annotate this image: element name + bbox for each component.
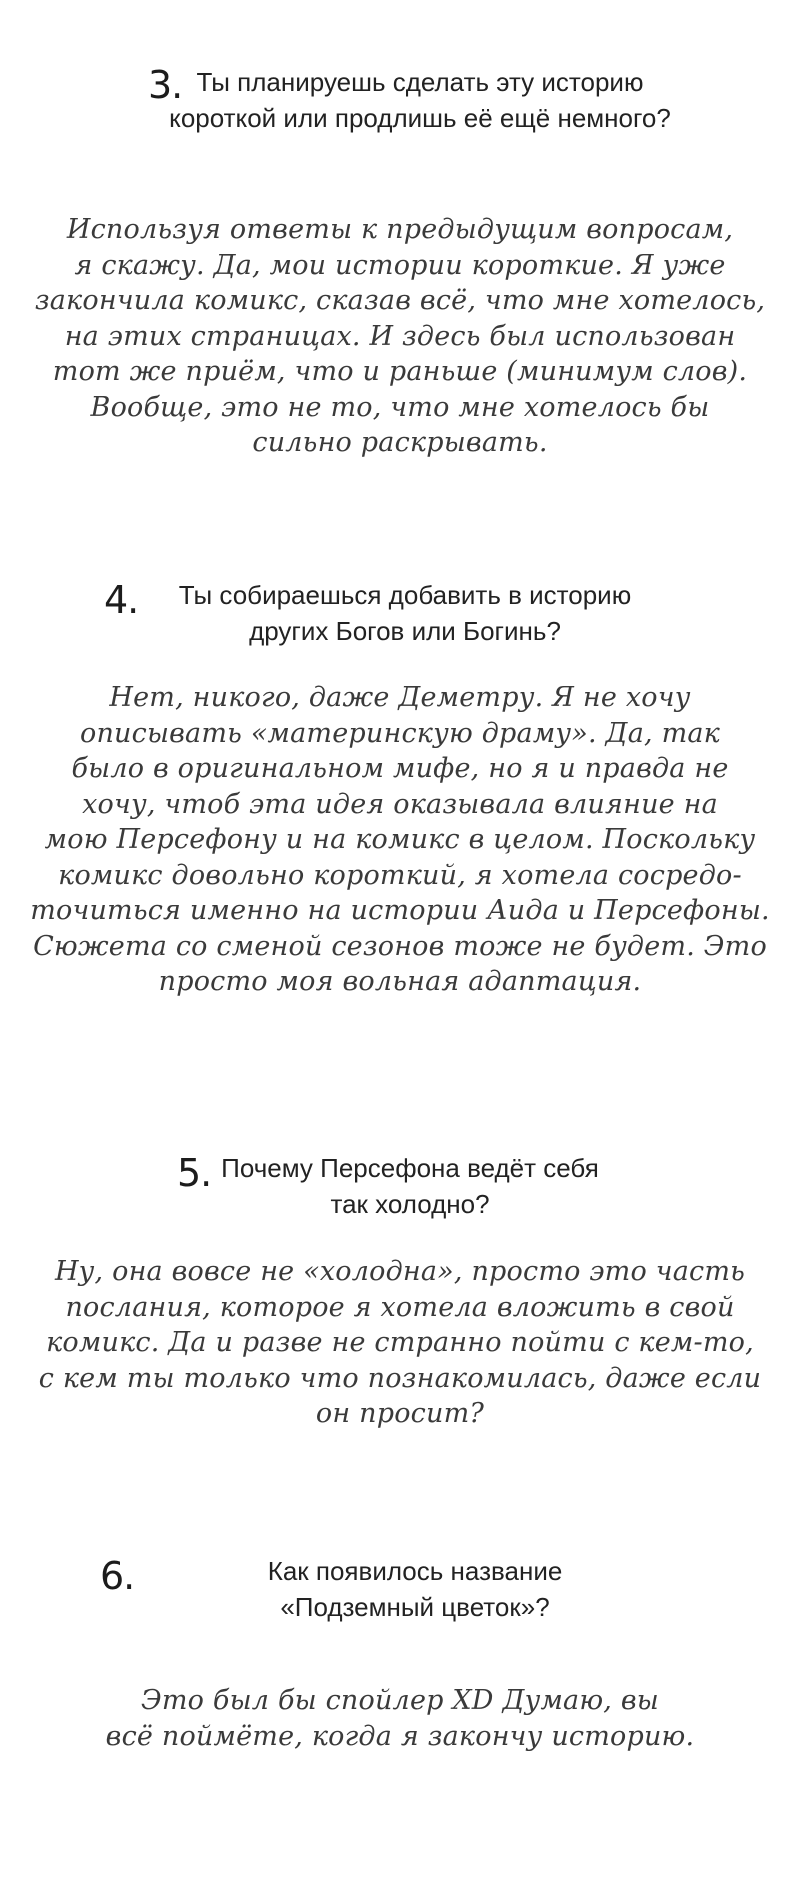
question-number: 6. [100,1554,135,1598]
question-number: 3. [148,63,183,107]
answer-text: Нет, никого, даже Деметру. Я не хочу описывать «материнскую драму». Да, так было в оригинальном мифе, но я и правда не хочу, чтоб эта идея оказывала влияние на мою Персефону и на комикс в целом. Поскольку комикс довольно короткий, я хотела сосредо- точиться именно на истории Аида и Персефоны. Сюжета со сменой сезонов тоже не будет. Это просто моя вольная адаптация. [30,682,770,997]
answer-text: Ну, она вовсе не «холодна», просто это часть послания, которое я хотела вложить в свой комикс. Да и разве не странно пойти с кем-то, с кем ты только что познакомилась, даже если он просит? [38,1256,762,1429]
answer-text: Используя ответы к предыдущим вопросам, я скажу. Да, мои истории короткие. Я уже закончила комикс, сказав всё, что мне хотелось, на этих страницах. И здесь был использован тот же приём, что и раньше (минимум слов). Вообще, это не то, что мне хотелось бы сильно раскрывать. [34,214,766,458]
question-text: Как появилось название «Подземный цветок»? [267,1556,563,1622]
question-text: Почему Персефона ведёт себя так холодно? [221,1153,599,1219]
question-text: Ты собираешься добавить в историю других Богов или Богинь? [178,580,632,646]
question-number: 5. [177,1151,212,1195]
answer-text: Это был бы спойлер XD Думаю, вы всё поймёте, когда я закончу историю. [105,1685,695,1752]
question-number: 4. [104,578,139,622]
question-text: Ты планируешь сделать эту историю короткой или продлишь её ещё немного? [169,67,671,133]
